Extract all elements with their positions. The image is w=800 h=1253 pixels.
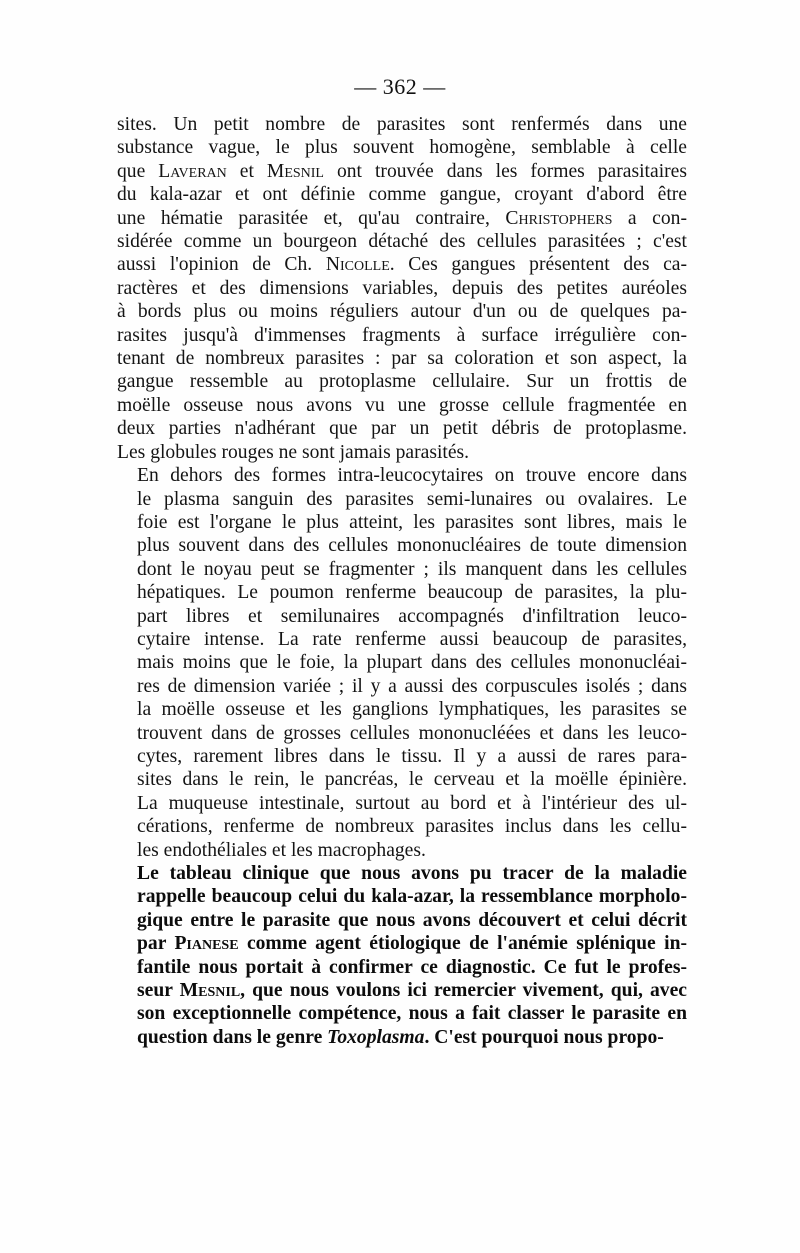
text-line: Le tableau clinique que nous avons pu tracer de la maladie [137, 863, 687, 884]
body-text [117, 113, 687, 1049]
text-line: part libres et semilunaires accompagnés d'infiltration leuco- [137, 605, 687, 627]
text-line: La muqueuse intestinale, surtout au bord et à l'intérieur des ul- [137, 792, 687, 814]
text-line: la moëlle osseuse et les ganglions lymphatiques, les parasites se [137, 699, 687, 721]
author-name: Mesnil [266, 160, 324, 182]
text-line: En dehors des formes intra-leucocytaires on trouve encore dans [137, 465, 687, 487]
text-line: par Pianese comme agent étiologique de l'anémie splénique in- [137, 933, 687, 955]
author-name: Mesnil [179, 980, 241, 1002]
text-line: les endothéliales et les macrophages. [137, 839, 426, 861]
text-line: cérations, renferme de nombreux parasites inclus dans les cellu- [137, 816, 687, 838]
text-line: ractères et des dimensions variables, depuis des petites auréoles [117, 277, 687, 299]
page-number: — 362 — [354, 74, 446, 99]
text-line: rasites jusqu'à d'immenses fragments à surface irrégulière con- [117, 324, 687, 346]
text-line: le plasma sanguin des parasites semi-lunaires ou ovalaires. Le [137, 488, 687, 510]
paragraph-3 [117, 862, 687, 1049]
text-line: à bords plus ou moins réguliers autour d'un ou de quelques pa- [117, 301, 687, 323]
text-line: tenant de nombreux parasites : par sa coloration et son aspect, la [117, 348, 687, 370]
text-line: hépatiques. Le poumon renferme beaucoup de parasites, la plu- [137, 582, 687, 604]
text-line: mais moins que le foie, la plupart dans des cellules mononucléai- [137, 652, 687, 674]
text-line: question dans le genre Toxoplasma. C'est pourquoi nous propo- [137, 1026, 664, 1048]
text-line: gangue ressemble au protoplasme cellulaire. Sur un frottis de [117, 371, 687, 393]
author-name: Nicolle [325, 254, 390, 276]
text-line: seur Mesnil, que nous voulons ici remercier vivement, qui, avec [137, 980, 687, 1002]
text-line: moëlle osseuse nous avons vu une grosse cellule fragmentée en [117, 394, 687, 416]
text-line: son exceptionnelle compétence, nous a fait classer le parasite en [137, 1003, 687, 1025]
text-line: fantile nous portait à confirmer ce diagnostic. Ce fut le profes- [137, 956, 687, 978]
author-name: Laveran [158, 160, 227, 182]
text-line: rappelle beaucoup celui du kala-azar, la ressemblance morpholo- [137, 886, 687, 908]
text-line: aussi l'opinion de Ch. Nicolle. Ces gangues présentent des ca- [117, 254, 687, 276]
text-line: du kala-azar et ont définie comme gangue, croyant d'abord être [117, 184, 687, 206]
text-line: deux parties n'adhérant que par un petit débris de protoplasme. [117, 418, 687, 440]
text-line: trouvent dans de grosses cellules mononucléées et dans les leuco- [137, 722, 687, 744]
text-line: foie est l'organe le plus atteint, les parasites sont libres, mais le [137, 511, 687, 533]
text-line: sidérée comme un bourgeon détaché des cellules parasitées ; c'est [117, 231, 687, 253]
text-line: cytaire intense. La rate renferme aussi beaucoup de parasites, [137, 628, 687, 650]
text-line: sites. Un petit nombre de parasites sont renfermés dans une [117, 114, 687, 135]
paragraph-2 [117, 464, 687, 862]
text-line: que Laveran et Mesnil ont trouvée dans les formes parasitaires [117, 160, 687, 182]
genus-name: Toxoplasma [327, 1026, 425, 1048]
text-line: plus souvent dans des cellules mononucléaires de toute dimension [137, 535, 687, 557]
text-line: sites dans le rein, le pancréas, le cerveau et la moëlle épinière. [137, 769, 687, 791]
text-line: substance vague, le plus souvent homogène, semblable à celle [117, 137, 687, 159]
text-line: gique entre le parasite que nous avons découvert et celui décrit [137, 909, 687, 931]
text-line: cytes, rarement libres dans le tissu. Il y a aussi de rares para- [137, 745, 687, 767]
text-line: Les globules rouges ne sont jamais parasités. [117, 441, 470, 463]
text-line: une hématie parasitée et, qu'au contraire, Christophers a con- [117, 207, 687, 229]
text-line: res de dimension variée ; il y a aussi des corpuscules isolés ; dans [137, 675, 687, 697]
text-line: dont le noyau peut se fragmenter ; ils manquent dans les cellules [137, 558, 687, 580]
author-name: Pianese [174, 933, 239, 955]
author-name: Christophers [505, 207, 613, 229]
paragraph-1 [117, 113, 687, 464]
